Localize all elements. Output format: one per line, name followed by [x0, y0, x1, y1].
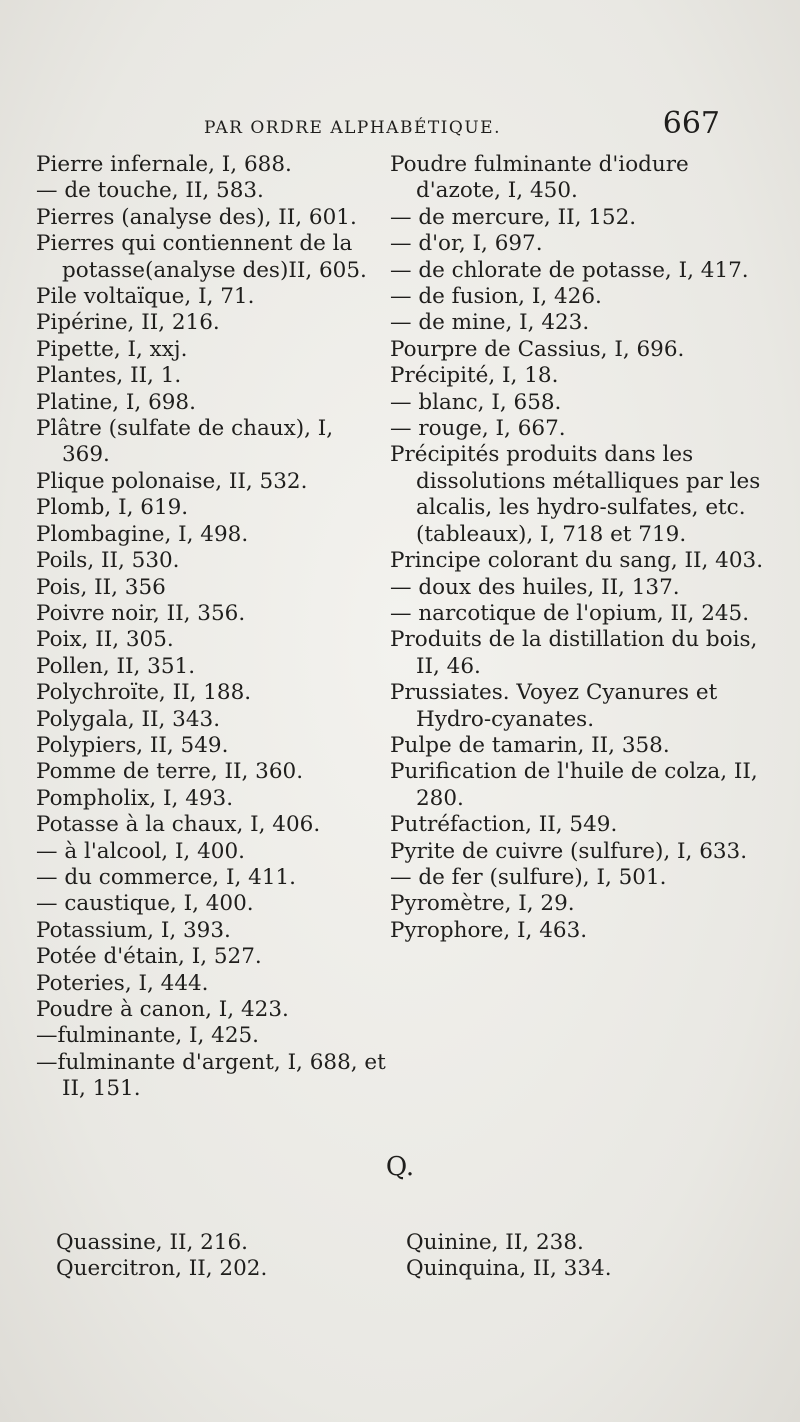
index-entry: Précipité, I, 18. — [390, 363, 559, 389]
index-entry: — du commerce, I, 411. — [36, 864, 297, 890]
index-entry: — doux des huiles, II, 137. — [390, 574, 680, 600]
index-entry: — d'or, I, 697. — [390, 231, 543, 257]
index-entry: Quassine, II, 216. — [56, 1230, 248, 1255]
index-entry: Plâtre (sulfate de chaux), I, 369. — [36, 416, 334, 468]
index-column-left — [36, 152, 386, 1103]
index-entry: —fulminante d'argent, I, 688, et II, 151. — [36, 1049, 386, 1102]
index-column-right — [390, 152, 770, 944]
index-entry: — de mine, I, 423. — [390, 310, 590, 336]
index-entry: Pierres qui contiennent de la potasse(analyse des)II, 605. — [36, 231, 367, 283]
index-entry: Plomb, I, 619. — [36, 495, 189, 521]
index-entry: Polypiers, II, 549. — [36, 732, 229, 758]
index-entry: Plombagine, I, 498. — [36, 521, 249, 547]
index-entry: — de touche, II, 583. — [36, 178, 264, 204]
index-entry: Produits de la distillation du bois, II, 46. — [390, 627, 758, 679]
index-entry: Poteries, I, 444. — [36, 970, 209, 996]
index-entry: Poudre à canon, I, 423. — [36, 997, 289, 1022]
index-entry: Pierres (analyse des), II, 601. — [36, 204, 357, 230]
index-entry: Pulpe de tamarin, II, 358. — [390, 732, 670, 758]
index-entry: Précipités produits dans les dissolutions métalliques par les alcalis, les hydro-sulfates, etc. (tableaux), I, 718 et 719. — [390, 442, 761, 547]
index-entry: — de mercure, II, 152. — [390, 204, 637, 230]
index-entry: Pollen, II, 351. — [36, 653, 196, 679]
q-column-left — [56, 1230, 267, 1283]
index-entry: Polychroïte, II, 188. — [36, 680, 252, 706]
index-entry: Potassium, I, 393. — [36, 917, 231, 943]
index-entry: Potée d'étain, I, 527. — [36, 944, 262, 970]
running-title: PAR ORDRE ALPHABÉTIQUE. — [204, 118, 501, 138]
index-entry: Quercitron, II, 202. — [56, 1256, 268, 1282]
index-entry: Quinine, II, 238. — [406, 1230, 584, 1255]
index-entry: — de fusion, I, 426. — [390, 284, 602, 310]
index-entry: Pipette, I, xxj. — [36, 336, 188, 362]
index-entry: Pois, II, 356 — [36, 574, 166, 600]
index-entry: — à l'alcool, I, 400. — [36, 838, 245, 864]
index-entry: Poils, II, 530. — [36, 548, 180, 574]
index-entry: Pyromètre, I, 29. — [390, 891, 575, 917]
index-entry: Potasse à la chaux, I, 406. — [36, 812, 321, 838]
index-entry: Poudre fulminante d'iodure d'azote, I, 450. — [390, 152, 689, 204]
index-entry: Quinquina, II, 334. — [406, 1256, 612, 1282]
page-number: 667 — [662, 106, 720, 141]
index-entry: Principe colorant du sang, II, 403. — [390, 548, 764, 574]
index-entry: — caustique, I, 400. — [36, 891, 254, 917]
index-entry: Purification de l'huile de colza, II, 280. — [390, 759, 758, 811]
index-entry: Pompholix, I, 493. — [36, 785, 234, 811]
index-entry: Pierre infernale, I, 688. — [36, 152, 292, 177]
index-entry: Polygala, II, 343. — [36, 706, 221, 732]
index-entry: Pile voltaïque, I, 71. — [36, 284, 255, 310]
index-entry: —fulminante, I, 425. — [36, 1023, 260, 1049]
index-entry: — de chlorate de potasse, I, 417. — [390, 257, 749, 283]
index-entry: Pyrite de cuivre (sulfure), I, 633. — [390, 838, 748, 864]
index-entry: Putréfaction, II, 549. — [390, 812, 618, 838]
q-column-right — [406, 1230, 612, 1283]
index-entry: Pourpre de Cassius, I, 696. — [390, 336, 685, 362]
index-entry: Poivre noir, II, 356. — [36, 600, 246, 626]
index-entry: Pyrophore, I, 463. — [390, 917, 588, 943]
index-entry: Pomme de terre, II, 360. — [36, 759, 304, 785]
index-entry: Plique polonaise, II, 532. — [36, 468, 308, 494]
index-entry: Pipérine, II, 216. — [36, 310, 220, 336]
index-entry: Plantes, II, 1. — [36, 363, 182, 389]
index-entry: — de fer (sulfure), I, 501. — [390, 864, 667, 890]
index-entry: — narcotique de l'opium, II, 245. — [390, 600, 750, 626]
index-entry: Prussiates. Voyez Cyanures et Hydro-cyanates. — [390, 680, 718, 732]
section-letter-q: Q. — [385, 1152, 415, 1182]
index-entry: — rouge, I, 667. — [390, 416, 566, 442]
index-entry: Poix, II, 305. — [36, 627, 174, 653]
index-entry: Platine, I, 698. — [36, 389, 196, 415]
index-entry: — blanc, I, 658. — [390, 389, 562, 415]
page-header — [180, 106, 720, 152]
